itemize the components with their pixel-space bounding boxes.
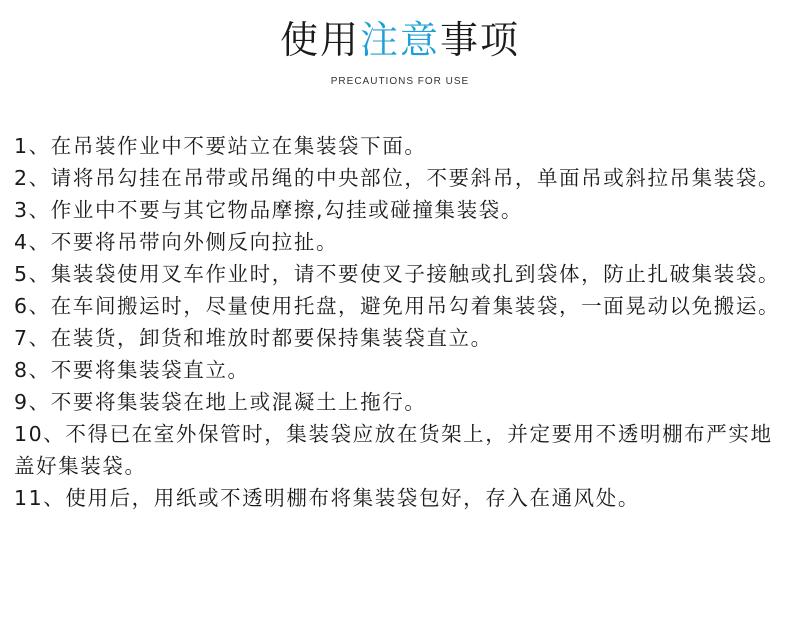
precautions-list <box>14 130 786 514</box>
list-item: 10、不得已在室外保管时，集装袋应放在货架上，并定要用不透明棚布严实地盖好集装袋。 <box>14 422 773 478</box>
title-part-1: 使用 <box>279 18 360 62</box>
list-item: 2、请将吊勾挂在吊带或吊绳的中央部位，不要斜吊，单面吊或斜拉吊集装袋。 <box>14 166 781 190</box>
list-item: 6、在车间搬运时，尽量使用托盘，避免用吊勾着集装袋，一面晃动以免搬运。 <box>14 294 781 318</box>
list-item: 8、不要将集装袋直立。 <box>14 358 250 382</box>
list-item: 11、使用后，用纸或不透明棚布将集装袋包好，存入在通风处。 <box>14 486 640 510</box>
list-item: 7、在装货，卸货和堆放时都要保持集装袋直立。 <box>14 326 493 350</box>
list-item: 9、不要将集装袋在地上或混凝土上拖行。 <box>14 390 427 414</box>
list-item: 1、在吊装作业中不要站立在集装袋下面。 <box>14 134 427 158</box>
page-header <box>0 14 800 87</box>
title-accent: 注意 <box>359 18 440 62</box>
list-item: 4、不要将吊带向外侧反向拉扯。 <box>14 230 339 254</box>
list-item: 3、作业中不要与其它物品摩擦,勾挂或碰撞集装袋。 <box>14 198 523 222</box>
title-part-2: 事项 <box>440 18 521 62</box>
page-title <box>0 14 800 66</box>
list-item: 5、集装袋使用叉车作业时，请不要使叉子接触或扎到袋体，防止扎破集装袋。 <box>14 262 781 286</box>
page-subtitle: PRECAUTIONS FOR USE <box>330 76 470 87</box>
